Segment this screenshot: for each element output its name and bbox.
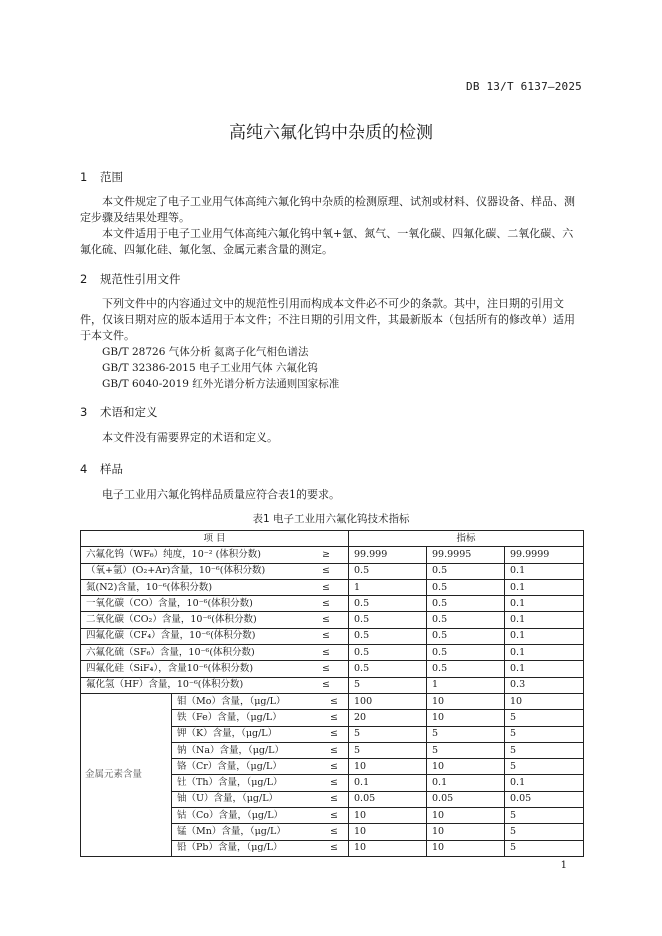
row-value: 0.5 — [349, 612, 427, 628]
row-comparator: ≤ — [306, 677, 349, 693]
metal-row-value: 0.05 — [349, 791, 427, 807]
metal-row-item: 锰（Mn）含量，（μg/L） — [172, 824, 306, 840]
row-comparator: ≤ — [306, 579, 349, 595]
metal-table-row — [81, 693, 584, 709]
row-value: 99.9995 — [427, 547, 505, 563]
row-value: 0.1 — [505, 579, 584, 595]
header-item: 项 目 — [81, 531, 349, 547]
table-row — [81, 612, 584, 628]
row-value: 1 — [349, 579, 427, 595]
metal-row-value: 10 — [349, 824, 427, 840]
metal-group-label: 金属元素含量 — [81, 693, 172, 856]
row-comparator: ≤ — [306, 661, 349, 677]
metal-row-item: 钠（Na）含量，（μg/L） — [172, 742, 306, 758]
row-value: 0.5 — [349, 563, 427, 579]
reference-item: GB/T 28726 气体分析 氦离子化气相色谱法 — [102, 346, 309, 358]
reference-item: GB/T 6040-2019 红外光谱分析方法通则国家标准 — [102, 378, 340, 390]
metal-row-value: 10 — [349, 759, 427, 775]
row-comparator: ≤ — [306, 628, 349, 644]
standard-number: DB 13/T 6137—2025 — [466, 80, 582, 93]
row-item: 六氟化钨（WF₆）纯度，10⁻² (体积分数) — [81, 547, 306, 563]
metal-row-value: 10 — [427, 759, 505, 775]
row-item: 氮(N2)含量，10⁻⁶(体积分数) — [81, 579, 306, 595]
metal-row-comparator: ≤ — [306, 808, 349, 824]
metal-row-value: 5 — [505, 759, 584, 775]
metal-row-comparator: ≤ — [306, 840, 349, 856]
metal-row-item: 铁（Fe）含量，（μg/L） — [172, 710, 306, 726]
metal-row-comparator: ≤ — [306, 693, 349, 709]
metal-row-value: 5 — [505, 710, 584, 726]
sample-paragraph: 电子工业用六氟化钨样品质量应符合表1的要求。 — [102, 488, 340, 501]
table-row — [81, 547, 584, 563]
metal-row-value: 5 — [505, 824, 584, 840]
row-value: 0.5 — [427, 645, 505, 661]
metal-row-value: 5 — [505, 742, 584, 758]
row-item: 氟化氢（HF）含量，10⁻⁶(体积分数) — [81, 677, 306, 693]
row-value: 0.5 — [349, 645, 427, 661]
metal-row-value: 5 — [505, 808, 584, 824]
metal-row-value: 5 — [349, 742, 427, 758]
row-value: 0.5 — [427, 612, 505, 628]
metal-row-comparator: ≤ — [306, 726, 349, 742]
metal-row-value: 10 — [427, 840, 505, 856]
row-item: 一氧化碳（CO）含量，10⁻⁶(体积分数) — [81, 596, 306, 612]
metal-row-value: 0.05 — [505, 791, 584, 807]
scope-paragraph-1: 本文件规定了电子工业用气体高纯六氟化钨中杂质的检测原理、试剂或材料、仪器设备、样品、测定步骤及结果处理等。 — [80, 195, 575, 224]
metal-row-item: 铬（Cr）含量，（μg/L） — [172, 759, 306, 775]
table-row — [81, 677, 584, 693]
metal-row-value: 100 — [349, 693, 427, 709]
header-index: 指标 — [349, 531, 584, 547]
table-row — [81, 579, 584, 595]
row-value: 0.1 — [505, 628, 584, 644]
row-comparator: ≤ — [306, 596, 349, 612]
metal-row-comparator: ≤ — [306, 791, 349, 807]
table-row — [81, 645, 584, 661]
row-comparator: ≤ — [306, 645, 349, 661]
metal-row-value: 0.1 — [505, 775, 584, 791]
terms-paragraph: 本文件没有需要界定的术语和定义。 — [102, 431, 278, 444]
table-row — [81, 563, 584, 579]
table-row — [81, 661, 584, 677]
row-comparator: ≥ — [306, 547, 349, 563]
row-item: 四氟化碳（CF₄）含量，10⁻⁶(体积分数) — [81, 628, 306, 644]
reference-item: GB/T 32386-2015 电子工业用气体 六氟化钨 — [102, 362, 318, 374]
metal-row-value: 0.1 — [427, 775, 505, 791]
row-comparator: ≤ — [306, 563, 349, 579]
metal-row-comparator: ≤ — [306, 759, 349, 775]
row-value: 0.5 — [349, 661, 427, 677]
section-heading-references: 2 规范性引用文件 — [80, 272, 181, 286]
metal-row-value: 0.05 — [427, 791, 505, 807]
metal-row-item: 钍（Th）含量，（μg/L） — [172, 775, 306, 791]
references-intro-paragraph: 下列文件中的内容通过文中的规范性引用而构成本文件必不可少的条款。其中，注日期的引用文件，仅该日期对应的版本适用于本文件；不注日期的引用文件，其最新版本（包括所有的修改单）适用于本文件。 — [80, 297, 575, 342]
row-value: 5 — [349, 677, 427, 693]
section-heading-sample: 4 样品 — [80, 462, 123, 476]
row-value: 0.5 — [427, 563, 505, 579]
metal-row-item: 钾（K）含量，（μg/L） — [172, 726, 306, 742]
row-comparator: ≤ — [306, 612, 349, 628]
row-value: 99.999 — [349, 547, 427, 563]
metal-row-item: 钼（Mo）含量，（μg/L） — [172, 693, 306, 709]
section-heading-scope: 1 范围 — [80, 170, 123, 184]
metal-row-item: 铀（U）含量，（μg/L） — [172, 791, 306, 807]
spec-table — [80, 530, 584, 857]
row-value: 0.5 — [349, 596, 427, 612]
row-value: 99.9999 — [505, 547, 584, 563]
metal-row-value: 10 — [349, 840, 427, 856]
metal-row-comparator: ≤ — [306, 775, 349, 791]
table-row — [81, 596, 584, 612]
metal-row-value: 10 — [427, 693, 505, 709]
row-value: 0.3 — [505, 677, 584, 693]
row-item: 四氟化硅（SiF₄），含量10⁻⁶(体积分数) — [81, 661, 306, 677]
metal-row-value: 5 — [427, 726, 505, 742]
row-value: 0.5 — [349, 628, 427, 644]
document-title: 高纯六氟化钨中杂质的检测 — [229, 123, 433, 143]
page-number: 1 — [560, 860, 567, 871]
row-value: 0.1 — [505, 661, 584, 677]
row-value: 1 — [427, 677, 505, 693]
metal-row-value: 5 — [427, 742, 505, 758]
section-heading-terms: 3 术语和定义 — [80, 405, 158, 419]
metal-row-value: 5 — [505, 840, 584, 856]
metal-row-value: 5 — [349, 726, 427, 742]
metal-row-comparator: ≤ — [306, 710, 349, 726]
row-item: 二氧化碳（CO₂）含量，10⁻⁶(体积分数) — [81, 612, 306, 628]
row-value: 0.5 — [427, 596, 505, 612]
row-value: 0.1 — [505, 563, 584, 579]
metal-row-comparator: ≤ — [306, 824, 349, 840]
metal-row-value: 10 — [427, 824, 505, 840]
metal-row-value: 10 — [427, 808, 505, 824]
row-item: 六氟化硫（SF₆）含量，10⁻⁶(体积分数) — [81, 645, 306, 661]
row-value: 0.5 — [427, 661, 505, 677]
metal-row-value: 10 — [505, 693, 584, 709]
metal-row-value: 5 — [505, 726, 584, 742]
row-value: 0.1 — [505, 645, 584, 661]
metal-row-value: 0.1 — [349, 775, 427, 791]
row-value: 0.1 — [505, 596, 584, 612]
row-item: （氧+氩）(O₂+Ar)含量，10⁻⁶(体积分数) — [81, 563, 306, 579]
table-row — [81, 628, 584, 644]
row-value: 0.5 — [427, 628, 505, 644]
metal-row-value: 10 — [427, 710, 505, 726]
row-value: 0.5 — [427, 579, 505, 595]
table-header-row — [81, 531, 584, 547]
metal-row-comparator: ≤ — [306, 742, 349, 758]
metal-row-value: 10 — [349, 808, 427, 824]
table-caption: 表1 电子工业用六氟化钨技术指标 — [252, 513, 410, 525]
metal-row-value: 20 — [349, 710, 427, 726]
metal-row-item: 铅（Pb）含量，（μg/L） — [172, 840, 306, 856]
metal-row-item: 钴（Co）含量，（μg/L） — [172, 808, 306, 824]
row-value: 0.1 — [505, 612, 584, 628]
scope-paragraph-2: 本文件适用于电子工业用气体高纯六氟化钨中氧+氩、氮气、一氧化碳、四氟化碳、二氧化碳、六氟化硫、四氟化硅、氟化氢、金属元素含量的测定。 — [80, 227, 574, 256]
